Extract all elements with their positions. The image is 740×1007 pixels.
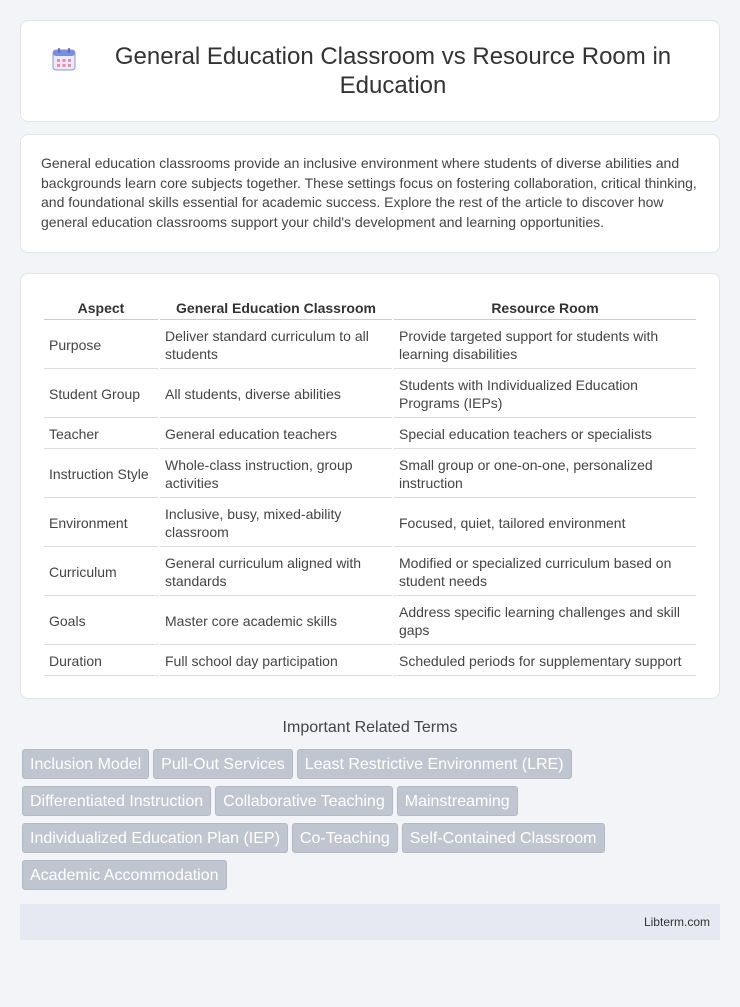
table-row: [44, 500, 696, 547]
header-aspect: Aspect: [44, 296, 158, 320]
related-terms-list: [0, 749, 740, 897]
row-resource: Address specific learning challenges and skill gaps: [394, 598, 696, 645]
row-aspect: Goals: [44, 598, 158, 645]
term-tag[interactable]: Inclusion Model: [22, 749, 149, 779]
table-row: [44, 647, 696, 676]
table-row: [44, 598, 696, 645]
page-title: General Education Classroom vs Resource Room in Education: [114, 43, 672, 99]
row-general: Master core academic skills: [160, 598, 392, 645]
table-row: [44, 322, 696, 369]
row-aspect: Curriculum: [44, 549, 158, 596]
intro-card: [20, 134, 720, 253]
comparison-table-card: [20, 273, 720, 699]
table-row: [44, 451, 696, 498]
term-tag[interactable]: Co-Teaching: [292, 823, 398, 853]
row-aspect: Teacher: [44, 420, 158, 449]
term-tag[interactable]: Differentiated Instruction: [22, 786, 211, 816]
row-aspect: Purpose: [44, 322, 158, 369]
term-tag[interactable]: Pull-Out Services: [153, 749, 293, 779]
row-general: Whole-class instruction, group activities: [160, 451, 392, 498]
related-terms-heading: Important Related Terms: [282, 719, 458, 736]
table-row: [44, 549, 696, 596]
row-aspect: Environment: [44, 500, 158, 547]
calendar-icon: [51, 46, 77, 72]
footer: [20, 904, 720, 940]
row-general: Full school day participation: [160, 647, 392, 676]
row-resource: Provide targeted support for students with learning disabilities: [394, 322, 696, 369]
comparison-table: [42, 294, 698, 678]
table-row: [44, 420, 696, 449]
table-header-row: [44, 296, 696, 320]
term-tag[interactable]: Least Restrictive Environment (LRE): [297, 749, 572, 779]
term-tag[interactable]: Individualized Education Plan (IEP): [22, 823, 288, 853]
footer-site-link[interactable]: Libterm.com: [643, 915, 710, 929]
row-aspect: Student Group: [44, 371, 158, 418]
row-resource: Scheduled periods for supplementary support: [394, 647, 696, 676]
row-general: Deliver standard curriculum to all students: [160, 322, 392, 369]
title-wrap: [51, 42, 689, 100]
row-resource: Focused, quiet, tailored environment: [394, 500, 696, 547]
row-aspect: Duration: [44, 647, 158, 676]
term-tag[interactable]: Self-Contained Classroom: [402, 823, 605, 853]
row-general: All students, diverse abilities: [160, 371, 392, 418]
term-tag[interactable]: Collaborative Teaching: [215, 786, 393, 816]
row-resource: Modified or specialized curriculum based on student needs: [394, 549, 696, 596]
title-card: [20, 20, 720, 122]
header-resource-room: Resource Room: [394, 296, 696, 320]
row-resource: Special education teachers or specialists: [394, 420, 696, 449]
term-tag[interactable]: Mainstreaming: [397, 786, 518, 816]
row-resource: Students with Individualized Education Programs (IEPs): [394, 371, 696, 418]
row-general: General curriculum aligned with standards: [160, 549, 392, 596]
intro-text: General education classrooms provide an inclusive environment where students of diverse abilities and backgrounds learn core subjects together. These settings focus on fostering collaboration, critical thinking, and foundational skills essential for academic success. Explore the rest of the article to discover how general education classrooms support your child's development and learning opportunities.: [41, 155, 697, 230]
term-tag[interactable]: Academic Accommodation: [22, 860, 227, 890]
row-aspect: Instruction Style: [44, 451, 158, 498]
header-general-education: General Education Classroom: [160, 296, 392, 320]
row-resource: Small group or one-on-one, personalized instruction: [394, 451, 696, 498]
table-row: [44, 371, 696, 418]
row-general: General education teachers: [160, 420, 392, 449]
row-general: Inclusive, busy, mixed-ability classroom: [160, 500, 392, 547]
